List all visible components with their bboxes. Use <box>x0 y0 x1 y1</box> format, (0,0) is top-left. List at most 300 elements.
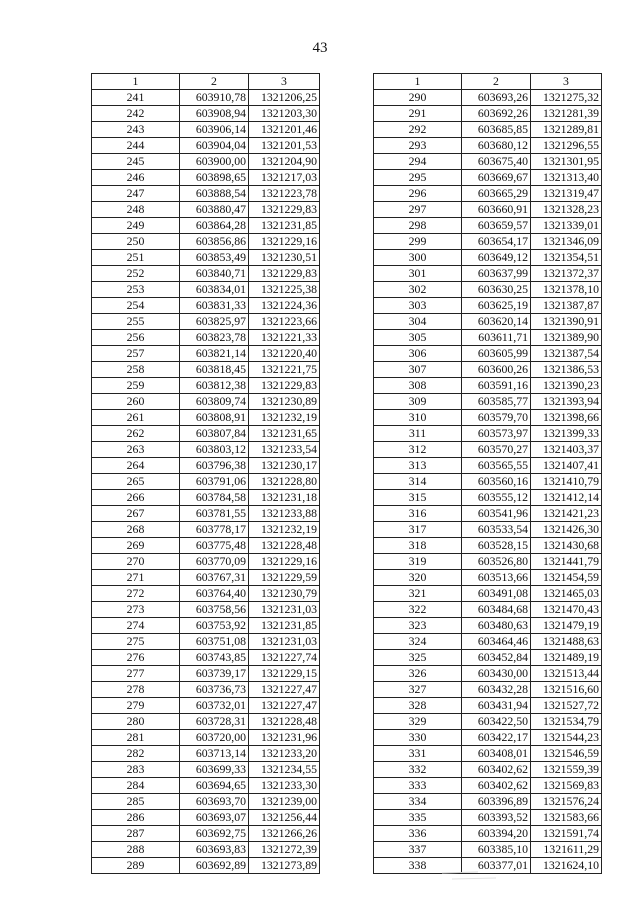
table-row <box>92 618 320 634</box>
table-row <box>92 266 320 282</box>
point-number-cell: 241 <box>92 90 180 106</box>
table-row <box>92 490 320 506</box>
x-coordinate-cell: 603659,57 <box>462 218 531 234</box>
point-number-cell: 285 <box>92 794 180 810</box>
table-row <box>92 682 320 698</box>
x-coordinate-cell: 603649,12 <box>462 250 531 266</box>
table-row <box>92 586 320 602</box>
y-coordinate-cell: 1321289,81 <box>531 122 602 138</box>
y-coordinate-cell: 1321489,19 <box>531 650 602 666</box>
table-row <box>374 490 602 506</box>
point-number-cell: 318 <box>374 538 462 554</box>
point-number-cell: 324 <box>374 634 462 650</box>
x-coordinate-cell: 603422,50 <box>462 714 531 730</box>
y-coordinate-cell: 1321229,16 <box>249 234 320 250</box>
y-coordinate-cell: 1321272,39 <box>249 842 320 858</box>
y-coordinate-cell: 1321583,66 <box>531 810 602 826</box>
x-coordinate-cell: 603856,86 <box>180 234 249 250</box>
point-number-cell: 276 <box>92 650 180 666</box>
table-row <box>374 746 602 762</box>
table-row <box>92 378 320 394</box>
table-row <box>92 666 320 682</box>
point-number-cell: 293 <box>374 138 462 154</box>
table-row <box>374 218 602 234</box>
point-number-cell: 334 <box>374 794 462 810</box>
point-number-cell: 277 <box>92 666 180 682</box>
table-row <box>374 298 602 314</box>
coordinates-table-left <box>91 73 320 874</box>
x-coordinate-cell: 603541,96 <box>462 506 531 522</box>
y-coordinate-cell: 1321229,59 <box>249 570 320 586</box>
point-number-cell: 257 <box>92 346 180 362</box>
y-coordinate-cell: 1321534,79 <box>531 714 602 730</box>
x-coordinate-cell: 603840,71 <box>180 266 249 282</box>
y-coordinate-cell: 1321426,30 <box>531 522 602 538</box>
point-number-cell: 245 <box>92 154 180 170</box>
point-number-cell: 271 <box>92 570 180 586</box>
y-coordinate-cell: 1321233,88 <box>249 506 320 522</box>
y-coordinate-cell: 1321387,54 <box>531 346 602 362</box>
x-coordinate-cell: 603781,55 <box>180 506 249 522</box>
x-coordinate-cell: 603764,40 <box>180 586 249 602</box>
y-coordinate-cell: 1321441,79 <box>531 554 602 570</box>
point-number-cell: 252 <box>92 266 180 282</box>
x-coordinate-cell: 603900,00 <box>180 154 249 170</box>
table-row <box>92 138 320 154</box>
y-coordinate-cell: 1321231,18 <box>249 490 320 506</box>
y-coordinate-cell: 1321328,23 <box>531 202 602 218</box>
x-coordinate-cell: 603825,97 <box>180 314 249 330</box>
point-number-cell: 288 <box>92 842 180 858</box>
y-coordinate-cell: 1321479,19 <box>531 618 602 634</box>
y-coordinate-cell: 1321410,79 <box>531 474 602 490</box>
x-coordinate-cell: 603770,09 <box>180 554 249 570</box>
y-coordinate-cell: 1321220,40 <box>249 346 320 362</box>
table-row <box>92 522 320 538</box>
x-coordinate-cell: 603620,14 <box>462 314 531 330</box>
y-coordinate-cell: 1321239,00 <box>249 794 320 810</box>
table-row <box>92 458 320 474</box>
y-coordinate-cell: 1321407,41 <box>531 458 602 474</box>
table-row <box>374 506 602 522</box>
x-coordinate-cell: 603573,97 <box>462 426 531 442</box>
point-number-cell: 249 <box>92 218 180 234</box>
table-row <box>92 314 320 330</box>
x-coordinate-cell: 603808,91 <box>180 410 249 426</box>
point-number-cell: 279 <box>92 698 180 714</box>
y-coordinate-cell: 1321354,51 <box>531 250 602 266</box>
point-number-cell: 315 <box>374 490 462 506</box>
point-number-cell: 255 <box>92 314 180 330</box>
point-number-cell: 303 <box>374 298 462 314</box>
x-coordinate-cell: 603533,54 <box>462 522 531 538</box>
point-number-cell: 328 <box>374 698 462 714</box>
table-row <box>92 90 320 106</box>
point-number-cell: 323 <box>374 618 462 634</box>
y-coordinate-cell: 1321611,29 <box>531 842 602 858</box>
point-number-cell: 269 <box>92 538 180 554</box>
table-row <box>92 234 320 250</box>
x-coordinate-cell: 603570,27 <box>462 442 531 458</box>
x-coordinate-cell: 603732,01 <box>180 698 249 714</box>
point-number-cell: 251 <box>92 250 180 266</box>
point-number-cell: 320 <box>374 570 462 586</box>
x-coordinate-cell: 603591,16 <box>462 378 531 394</box>
y-coordinate-cell: 1321559,39 <box>531 762 602 778</box>
table-row <box>374 202 602 218</box>
x-coordinate-cell: 603528,15 <box>462 538 531 554</box>
table-row <box>92 842 320 858</box>
x-coordinate-cell: 603739,17 <box>180 666 249 682</box>
point-number-cell: 259 <box>92 378 180 394</box>
y-coordinate-cell: 1321398,66 <box>531 410 602 426</box>
x-coordinate-cell: 603660,91 <box>462 202 531 218</box>
y-coordinate-cell: 1321230,89 <box>249 394 320 410</box>
point-number-cell: 314 <box>374 474 462 490</box>
point-number-cell: 278 <box>92 682 180 698</box>
x-coordinate-cell: 603906,14 <box>180 122 249 138</box>
point-number-cell: 266 <box>92 490 180 506</box>
y-coordinate-cell: 1321256,44 <box>249 810 320 826</box>
table-row <box>374 250 602 266</box>
point-number-cell: 335 <box>374 810 462 826</box>
table-row <box>374 634 602 650</box>
x-coordinate-cell: 603693,26 <box>462 90 531 106</box>
y-coordinate-cell: 1321454,59 <box>531 570 602 586</box>
x-coordinate-cell: 603408,01 <box>462 746 531 762</box>
y-coordinate-cell: 1321234,55 <box>249 762 320 778</box>
point-number-cell: 243 <box>92 122 180 138</box>
y-coordinate-cell: 1321390,91 <box>531 314 602 330</box>
y-coordinate-cell: 1321231,85 <box>249 218 320 234</box>
table-row <box>92 442 320 458</box>
table-row <box>92 858 320 874</box>
y-coordinate-cell: 1321516,60 <box>531 682 602 698</box>
x-coordinate-cell: 603803,12 <box>180 442 249 458</box>
table-row <box>374 554 602 570</box>
table-row <box>374 522 602 538</box>
table-row <box>374 762 602 778</box>
y-coordinate-cell: 1321203,30 <box>249 106 320 122</box>
table-row <box>92 154 320 170</box>
x-coordinate-cell: 603669,67 <box>462 170 531 186</box>
y-coordinate-cell: 1321624,10 <box>531 858 602 874</box>
table-row <box>374 106 602 122</box>
y-coordinate-cell: 1321221,75 <box>249 362 320 378</box>
point-number-cell: 329 <box>374 714 462 730</box>
point-number-cell: 260 <box>92 394 180 410</box>
x-coordinate-cell: 603685,85 <box>462 122 531 138</box>
y-coordinate-cell: 1321544,23 <box>531 730 602 746</box>
x-coordinate-cell: 603791,06 <box>180 474 249 490</box>
point-number-cell: 338 <box>374 858 462 874</box>
table-row <box>374 426 602 442</box>
x-coordinate-cell: 603736,73 <box>180 682 249 698</box>
point-number-cell: 302 <box>374 282 462 298</box>
table-row <box>374 378 602 394</box>
x-coordinate-cell: 603377,01 <box>462 858 531 874</box>
table-row <box>92 394 320 410</box>
point-number-cell: 307 <box>374 362 462 378</box>
y-coordinate-cell: 1321229,15 <box>249 666 320 682</box>
table-row <box>374 330 602 346</box>
y-coordinate-cell: 1321387,87 <box>531 298 602 314</box>
table-header-row <box>92 74 320 90</box>
table-row <box>374 618 602 634</box>
y-coordinate-cell: 1321229,83 <box>249 202 320 218</box>
y-coordinate-cell: 1321386,53 <box>531 362 602 378</box>
x-coordinate-cell: 603699,33 <box>180 762 249 778</box>
table-row <box>92 554 320 570</box>
x-coordinate-cell: 603565,55 <box>462 458 531 474</box>
x-coordinate-cell: 603605,99 <box>462 346 531 362</box>
coordinates-table-right <box>373 73 602 874</box>
table-row <box>92 538 320 554</box>
y-coordinate-cell: 1321313,40 <box>531 170 602 186</box>
x-coordinate-cell: 603796,38 <box>180 458 249 474</box>
table-row <box>374 138 602 154</box>
table-row <box>374 474 602 490</box>
y-coordinate-cell: 1321393,94 <box>531 394 602 410</box>
table-row <box>92 346 320 362</box>
point-number-cell: 292 <box>374 122 462 138</box>
table-row <box>92 602 320 618</box>
point-number-cell: 322 <box>374 602 462 618</box>
table-row <box>374 346 602 362</box>
point-number-cell: 281 <box>92 730 180 746</box>
column-header: 3 <box>249 74 320 90</box>
x-coordinate-cell: 603888,54 <box>180 186 249 202</box>
table-row <box>374 842 602 858</box>
point-number-cell: 311 <box>374 426 462 442</box>
y-coordinate-cell: 1321527,72 <box>531 698 602 714</box>
table-row <box>374 266 602 282</box>
table-row <box>374 778 602 794</box>
point-number-cell: 310 <box>374 410 462 426</box>
x-coordinate-cell: 603637,99 <box>462 266 531 282</box>
x-coordinate-cell: 603692,89 <box>180 858 249 874</box>
y-coordinate-cell: 1321389,90 <box>531 330 602 346</box>
point-number-cell: 294 <box>374 154 462 170</box>
y-coordinate-cell: 1321231,03 <box>249 602 320 618</box>
x-coordinate-cell: 603680,12 <box>462 138 531 154</box>
point-number-cell: 242 <box>92 106 180 122</box>
y-coordinate-cell: 1321227,47 <box>249 698 320 714</box>
point-number-cell: 301 <box>374 266 462 282</box>
y-coordinate-cell: 1321232,19 <box>249 410 320 426</box>
y-coordinate-cell: 1321378,10 <box>531 282 602 298</box>
table-row <box>374 650 602 666</box>
point-number-cell: 280 <box>92 714 180 730</box>
y-coordinate-cell: 1321470,43 <box>531 602 602 618</box>
x-coordinate-cell: 603743,85 <box>180 650 249 666</box>
table-row <box>92 650 320 666</box>
table-row <box>374 538 602 554</box>
x-coordinate-cell: 603693,70 <box>180 794 249 810</box>
y-coordinate-cell: 1321296,55 <box>531 138 602 154</box>
x-coordinate-cell: 603778,17 <box>180 522 249 538</box>
x-coordinate-cell: 603904,04 <box>180 138 249 154</box>
x-coordinate-cell: 603464,46 <box>462 634 531 650</box>
table-row <box>92 186 320 202</box>
x-coordinate-cell: 603422,17 <box>462 730 531 746</box>
page-number: 43 <box>312 40 328 56</box>
table-row <box>92 106 320 122</box>
table-row <box>374 186 602 202</box>
table-row <box>374 586 602 602</box>
point-number-cell: 253 <box>92 282 180 298</box>
point-number-cell: 244 <box>92 138 180 154</box>
table-row <box>92 698 320 714</box>
point-number-cell: 299 <box>374 234 462 250</box>
y-coordinate-cell: 1321346,09 <box>531 234 602 250</box>
point-number-cell: 284 <box>92 778 180 794</box>
y-coordinate-cell: 1321430,68 <box>531 538 602 554</box>
column-header: 1 <box>374 74 462 90</box>
x-coordinate-cell: 603402,62 <box>462 762 531 778</box>
point-number-cell: 331 <box>374 746 462 762</box>
x-coordinate-cell: 603480,63 <box>462 618 531 634</box>
point-number-cell: 326 <box>374 666 462 682</box>
y-coordinate-cell: 1321229,83 <box>249 378 320 394</box>
y-coordinate-cell: 1321233,30 <box>249 778 320 794</box>
y-coordinate-cell: 1321229,83 <box>249 266 320 282</box>
table-row <box>374 730 602 746</box>
x-coordinate-cell: 603526,80 <box>462 554 531 570</box>
x-coordinate-cell: 603692,75 <box>180 826 249 842</box>
point-number-cell: 283 <box>92 762 180 778</box>
point-number-cell: 263 <box>92 442 180 458</box>
x-coordinate-cell: 603821,14 <box>180 346 249 362</box>
point-number-cell: 275 <box>92 634 180 650</box>
x-coordinate-cell: 603713,14 <box>180 746 249 762</box>
x-coordinate-cell: 603853,49 <box>180 250 249 266</box>
table-row <box>92 810 320 826</box>
x-coordinate-cell: 603784,58 <box>180 490 249 506</box>
point-number-cell: 248 <box>92 202 180 218</box>
y-coordinate-cell: 1321206,25 <box>249 90 320 106</box>
x-coordinate-cell: 603611,71 <box>462 330 531 346</box>
y-coordinate-cell: 1321372,37 <box>531 266 602 282</box>
table-row <box>374 714 602 730</box>
y-coordinate-cell: 1321204,90 <box>249 154 320 170</box>
y-coordinate-cell: 1321399,33 <box>531 426 602 442</box>
table-row <box>374 234 602 250</box>
x-coordinate-cell: 603751,08 <box>180 634 249 650</box>
y-coordinate-cell: 1321217,03 <box>249 170 320 186</box>
table-row <box>374 154 602 170</box>
point-number-cell: 261 <box>92 410 180 426</box>
x-coordinate-cell: 603579,70 <box>462 410 531 426</box>
point-number-cell: 298 <box>374 218 462 234</box>
point-number-cell: 256 <box>92 330 180 346</box>
x-coordinate-cell: 603585,77 <box>462 394 531 410</box>
point-number-cell: 287 <box>92 826 180 842</box>
faint-stamp-mark <box>438 864 500 886</box>
table-row <box>92 250 320 266</box>
y-coordinate-cell: 1321223,78 <box>249 186 320 202</box>
y-coordinate-cell: 1321230,79 <box>249 586 320 602</box>
table-row <box>92 202 320 218</box>
y-coordinate-cell: 1321546,59 <box>531 746 602 762</box>
point-number-cell: 290 <box>374 90 462 106</box>
y-coordinate-cell: 1321228,80 <box>249 474 320 490</box>
point-number-cell: 262 <box>92 426 180 442</box>
point-number-cell: 295 <box>374 170 462 186</box>
y-coordinate-cell: 1321273,89 <box>249 858 320 874</box>
x-coordinate-cell: 603898,65 <box>180 170 249 186</box>
table-row <box>374 90 602 106</box>
x-coordinate-cell: 603402,62 <box>462 778 531 794</box>
y-coordinate-cell: 1321231,03 <box>249 634 320 650</box>
table-row <box>374 394 602 410</box>
y-coordinate-cell: 1321390,23 <box>531 378 602 394</box>
x-coordinate-cell: 603484,68 <box>462 602 531 618</box>
x-coordinate-cell: 603818,45 <box>180 362 249 378</box>
point-number-cell: 312 <box>374 442 462 458</box>
point-number-cell: 317 <box>374 522 462 538</box>
table-row <box>92 410 320 426</box>
x-coordinate-cell: 603809,74 <box>180 394 249 410</box>
table-row <box>374 410 602 426</box>
point-number-cell: 246 <box>92 170 180 186</box>
y-coordinate-cell: 1321465,03 <box>531 586 602 602</box>
table-row <box>92 362 320 378</box>
point-number-cell: 289 <box>92 858 180 874</box>
table-row <box>92 218 320 234</box>
x-coordinate-cell: 603694,65 <box>180 778 249 794</box>
point-number-cell: 300 <box>374 250 462 266</box>
table-row <box>92 826 320 842</box>
table-row <box>374 794 602 810</box>
column-header: 1 <box>92 74 180 90</box>
x-coordinate-cell: 603625,19 <box>462 298 531 314</box>
table-row <box>92 298 320 314</box>
y-coordinate-cell: 1321339,01 <box>531 218 602 234</box>
point-number-cell: 308 <box>374 378 462 394</box>
point-number-cell: 333 <box>374 778 462 794</box>
y-coordinate-cell: 1321229,16 <box>249 554 320 570</box>
point-number-cell: 270 <box>92 554 180 570</box>
table-row <box>92 330 320 346</box>
point-number-cell: 325 <box>374 650 462 666</box>
y-coordinate-cell: 1321230,51 <box>249 250 320 266</box>
x-coordinate-cell: 603831,33 <box>180 298 249 314</box>
point-number-cell: 254 <box>92 298 180 314</box>
y-coordinate-cell: 1321201,46 <box>249 122 320 138</box>
x-coordinate-cell: 603692,26 <box>462 106 531 122</box>
point-number-cell: 264 <box>92 458 180 474</box>
table-row <box>92 426 320 442</box>
y-coordinate-cell: 1321231,65 <box>249 426 320 442</box>
y-coordinate-cell: 1321412,14 <box>531 490 602 506</box>
x-coordinate-cell: 603431,94 <box>462 698 531 714</box>
y-coordinate-cell: 1321281,39 <box>531 106 602 122</box>
table-row <box>374 570 602 586</box>
point-number-cell: 337 <box>374 842 462 858</box>
table-row <box>374 602 602 618</box>
table-row <box>92 714 320 730</box>
table-header-row <box>374 74 602 90</box>
point-number-cell: 304 <box>374 314 462 330</box>
x-coordinate-cell: 603720,00 <box>180 730 249 746</box>
table-row <box>374 458 602 474</box>
x-coordinate-cell: 603823,78 <box>180 330 249 346</box>
point-number-cell: 265 <box>92 474 180 490</box>
table-row <box>374 826 602 842</box>
y-coordinate-cell: 1321231,85 <box>249 618 320 634</box>
table-row <box>374 122 602 138</box>
